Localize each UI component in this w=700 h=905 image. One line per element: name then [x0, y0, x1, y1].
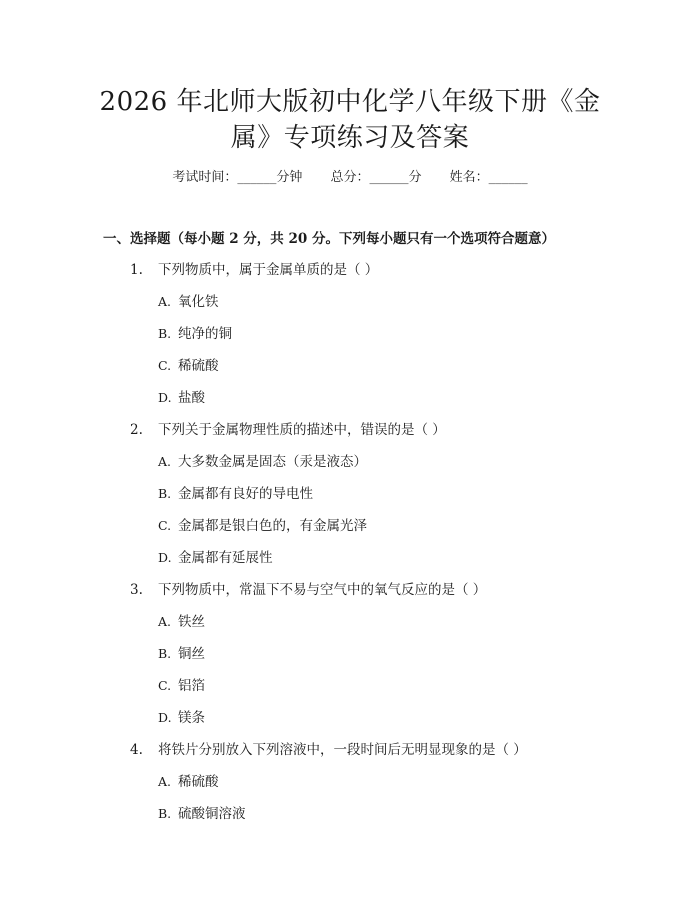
option-text: 金属都有延展性	[178, 550, 273, 566]
total-score-field	[330, 168, 421, 188]
option-letter: A.	[158, 294, 172, 309]
question-number: 3.	[130, 582, 143, 598]
question-text: 下列物质中，属于金属单质的是（ ）	[158, 262, 379, 278]
answer-option	[158, 644, 205, 664]
answer-option	[158, 324, 232, 344]
student-name-field	[450, 168, 528, 188]
exam-time-field	[172, 168, 302, 188]
question-stem	[130, 740, 527, 760]
answer-option	[158, 804, 246, 824]
option-text: 铝箔	[178, 678, 205, 694]
exam-time-unit: 分钟	[276, 170, 303, 185]
question-text: 将铁片分别放入下列溶液中，一段时间后无明显现象的是（ ）	[158, 742, 527, 758]
question-text: 下列关于金属物理性质的描述中，错误的是（ ）	[158, 422, 446, 438]
answer-option	[158, 292, 219, 312]
option-text: 氧化铁	[178, 294, 219, 310]
option-text: 稀硫酸	[178, 358, 219, 374]
option-letter: B.	[158, 486, 172, 501]
answer-option	[158, 772, 219, 792]
option-text: 硫酸铜溶液	[178, 806, 246, 822]
student-name-label: 姓名：	[449, 170, 489, 185]
option-text: 铁丝	[178, 614, 205, 630]
answer-option	[158, 484, 313, 504]
exam-time-blank: ______	[237, 170, 277, 185]
question-number: 1.	[130, 262, 143, 278]
question-stem	[130, 580, 486, 600]
student-name-blank: ______	[488, 170, 528, 185]
option-text: 金属都是银白色的，有金属光泽	[178, 518, 367, 534]
answer-option	[158, 516, 367, 536]
option-text: 纯净的铜	[178, 326, 232, 342]
question-stem	[130, 420, 446, 440]
exam-time-label: 考试时间：	[172, 170, 238, 185]
answer-option	[158, 708, 205, 728]
answer-option	[158, 356, 219, 376]
answer-option	[158, 676, 205, 696]
option-text: 镁条	[178, 710, 205, 726]
option-letter: C.	[158, 358, 172, 373]
option-text: 金属都有良好的导电性	[178, 486, 313, 502]
option-letter: D.	[158, 550, 172, 565]
question-number: 2.	[130, 422, 143, 438]
answer-option	[158, 388, 205, 408]
option-letter: D.	[158, 710, 172, 725]
option-text: 大多数金属是固态（汞是液态）	[178, 454, 367, 470]
answer-option	[158, 548, 273, 568]
option-letter: C.	[158, 678, 172, 693]
option-letter: D.	[158, 390, 172, 405]
question-stem	[130, 260, 378, 280]
question-number: 4.	[130, 742, 143, 758]
option-letter: B.	[158, 806, 172, 821]
total-score-blank: ______	[369, 170, 409, 185]
total-score-unit: 分	[408, 170, 422, 185]
total-score-label: 总分：	[330, 170, 370, 185]
exam-info-row	[0, 168, 700, 188]
option-letter: A.	[158, 454, 172, 469]
option-letter: B.	[158, 646, 172, 661]
answer-option	[158, 452, 367, 472]
option-text: 盐酸	[178, 390, 205, 406]
answer-option	[158, 612, 205, 632]
option-letter: C.	[158, 518, 172, 533]
section-heading: 一、选择题（每小题 2 分，共 20 分。下列每小题只有一个选项符合题意）	[103, 231, 555, 247]
option-text: 稀硫酸	[178, 774, 219, 790]
document-title-line-2: 属》专项练习及答案	[230, 123, 470, 153]
question-text: 下列物质中，常温下不易与空气中的氧气反应的是（ ）	[158, 582, 487, 598]
option-text: 铜丝	[178, 646, 205, 662]
option-letter: A.	[158, 774, 172, 789]
option-letter: B.	[158, 326, 172, 341]
option-letter: A.	[158, 614, 172, 629]
document-title-line-1: 2026 年北师大版初中化学八年级下册《金	[99, 87, 601, 117]
